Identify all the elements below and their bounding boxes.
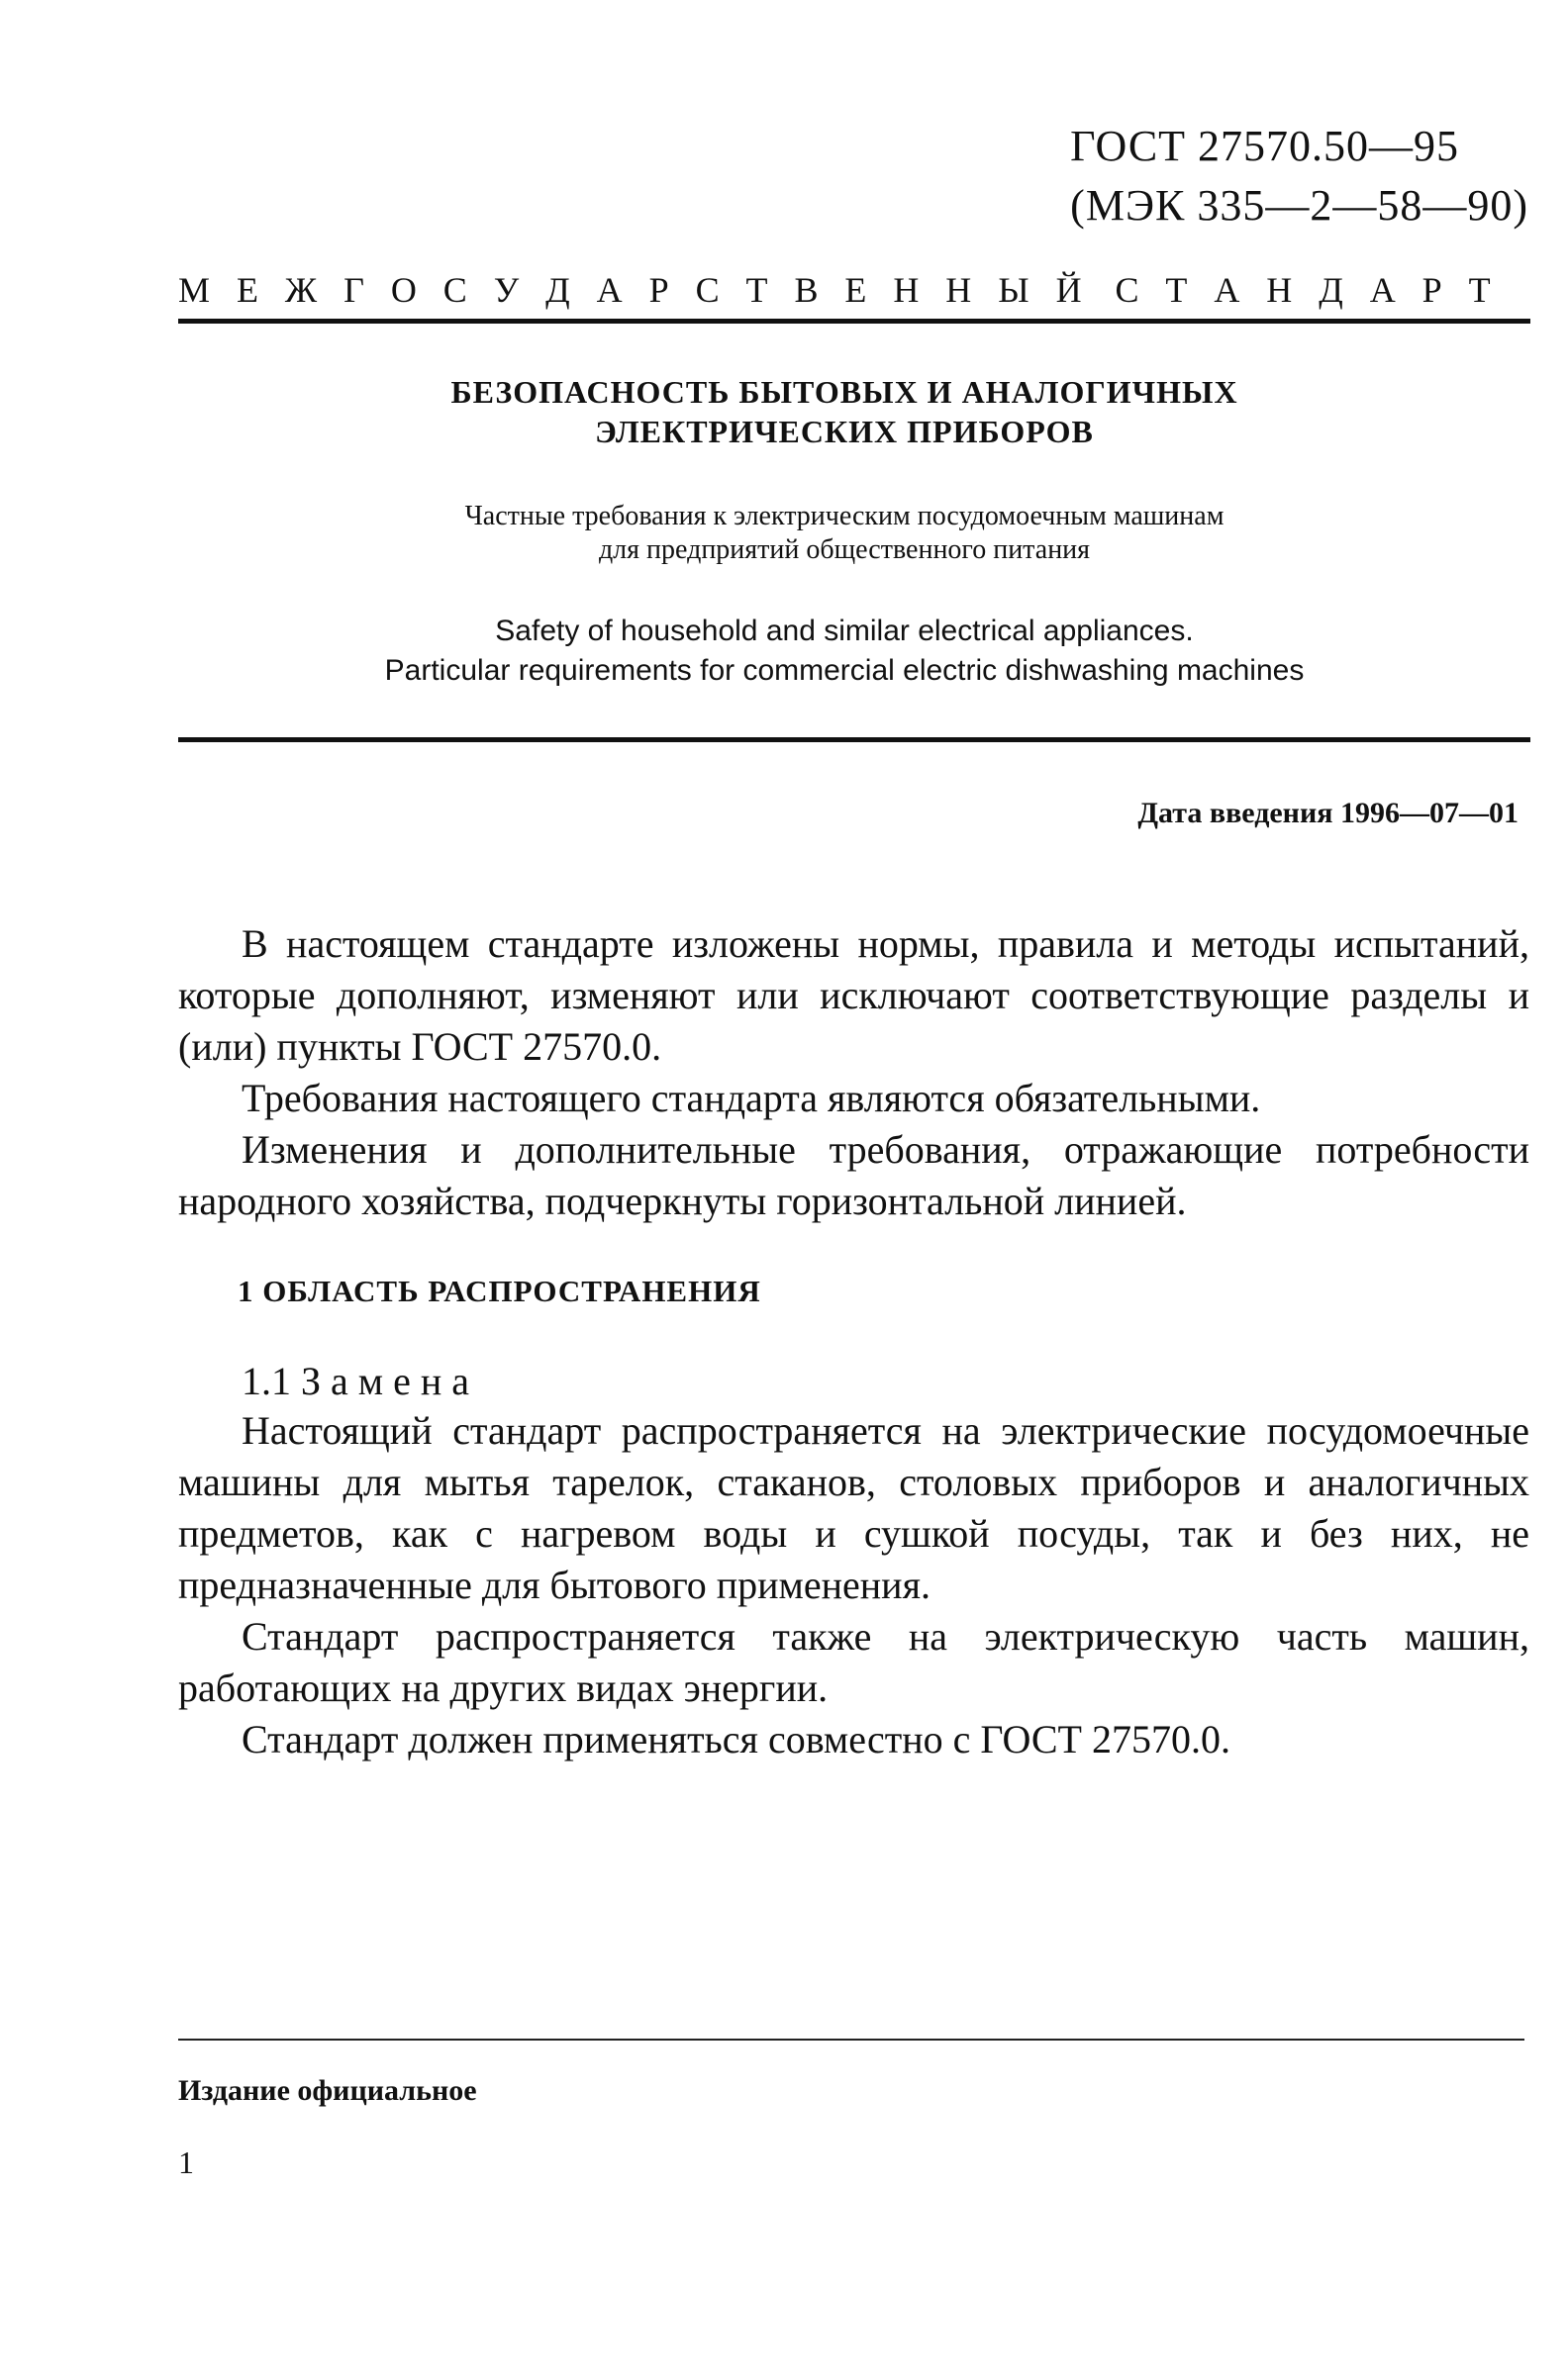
document-title-en	[178, 612, 1511, 691]
standard-type-letter: Т	[1165, 270, 1208, 310]
standard-type-letter: Е	[844, 270, 887, 310]
clause-number: 1.1	[242, 1359, 291, 1403]
title-divider-rule	[178, 737, 1530, 742]
standard-type-letter: А	[596, 270, 642, 310]
standard-type-letter: В	[794, 270, 838, 310]
standard-type-letter: Й	[1055, 270, 1102, 310]
standard-type-letter: Д	[1319, 270, 1363, 310]
standard-type-letter: Н	[945, 270, 992, 310]
title-line-2: ЭЛЕКТРИЧЕСКИХ ПРИБОРОВ	[595, 414, 1094, 449]
subtitle-line-2: для предприятий общественного питания	[598, 534, 1091, 565]
clause-title	[242, 1356, 479, 1407]
iec-number: (МЭК 335—2—58—90)	[1070, 181, 1528, 230]
standard-type-heading	[178, 267, 1511, 313]
standard-type-letter: О	[390, 270, 437, 310]
title-en-line-1: Safety of household and similar electrical appliances.	[495, 615, 1194, 647]
title-line-1: БЕЗОПАСНОСТЬ БЫТОВЫХ И АНАЛОГИЧНЫХ	[450, 374, 1238, 410]
standard-type-letter: С	[1115, 270, 1159, 310]
standard-type-letter: Е	[236, 270, 278, 310]
standard-type-letter: А	[1214, 270, 1260, 310]
document-code-block	[1070, 117, 1528, 236]
standard-type-letter: С	[695, 270, 739, 310]
scope-paragraph: Стандарт распространяется также на электрическую часть машин, работающих на других видах энергии.	[178, 1614, 1529, 1710]
standard-type-letter: Н	[1266, 270, 1313, 310]
intro-text	[178, 918, 1529, 1227]
standard-type-letter: А	[1369, 270, 1416, 310]
intro-paragraph: Изменения и дополнительные требования, отражающие потребности народного хозяйства, подчеркнуты горизонтальной линией.	[178, 1127, 1529, 1223]
standard-type-letter: Т	[1468, 270, 1511, 310]
standard-type-letter: Н	[893, 270, 939, 310]
standard-type-letter: У	[493, 270, 539, 310]
scope-text	[178, 1405, 1529, 1765]
scope-paragraph: Стандарт должен применяться совместно с ГОСТ 27570.0.	[242, 1717, 1230, 1761]
document-title	[178, 372, 1511, 451]
section-heading: 1 ОБЛАСТЬ РАСПРОСТРАНЕНИЯ	[238, 1274, 761, 1308]
edition-label: Издание официальное	[178, 2074, 477, 2107]
intro-paragraph: Требования настоящего стандарта являются обязательными.	[242, 1076, 1261, 1120]
standard-type-letter: Р	[648, 270, 689, 310]
document-subtitle-ru	[178, 500, 1511, 567]
standard-type-letter: С	[442, 270, 487, 310]
introduction-date: Дата введения 1996—07—01	[1137, 797, 1519, 829]
intro-paragraph: В настоящем стандарте изложены нормы, правила и методы испытаний, которые дополняют, изменяют или исключают соответствующие разделы и (или) пункты ГОСТ 27570.0.	[178, 921, 1529, 1069]
subtitle-line-1: Частные требования к электрическим посудомоечным машинам	[464, 501, 1225, 531]
footer-divider-rule	[178, 2039, 1524, 2041]
gost-number: ГОСТ 27570.50—95	[1070, 122, 1460, 170]
standard-type-letter: Д	[545, 270, 590, 310]
scope-paragraph: Настоящий стандарт распространяется на электрические посудомоечные машины для мытья тарелок, стаканов, столовых приборов и аналогичных предметов, как с нагревом воды и сушкой посуды, так и без них, не предназначенные для бытового применения.	[178, 1408, 1529, 1607]
standard-type-letter: Ж	[284, 270, 338, 310]
standard-type-letter: Ы	[998, 270, 1049, 310]
clause-name: Замена	[301, 1359, 480, 1403]
page-number: 1	[178, 2144, 194, 2180]
standard-type-letter: Т	[745, 270, 788, 310]
title-en-line-2: Particular requirements for commercial electric dishwashing machines	[384, 654, 1305, 687]
header-divider-rule	[178, 319, 1530, 324]
standard-type-letter: Р	[1421, 270, 1462, 310]
standard-type-letter: Г	[343, 270, 384, 310]
standard-type-letter: М	[178, 270, 231, 310]
